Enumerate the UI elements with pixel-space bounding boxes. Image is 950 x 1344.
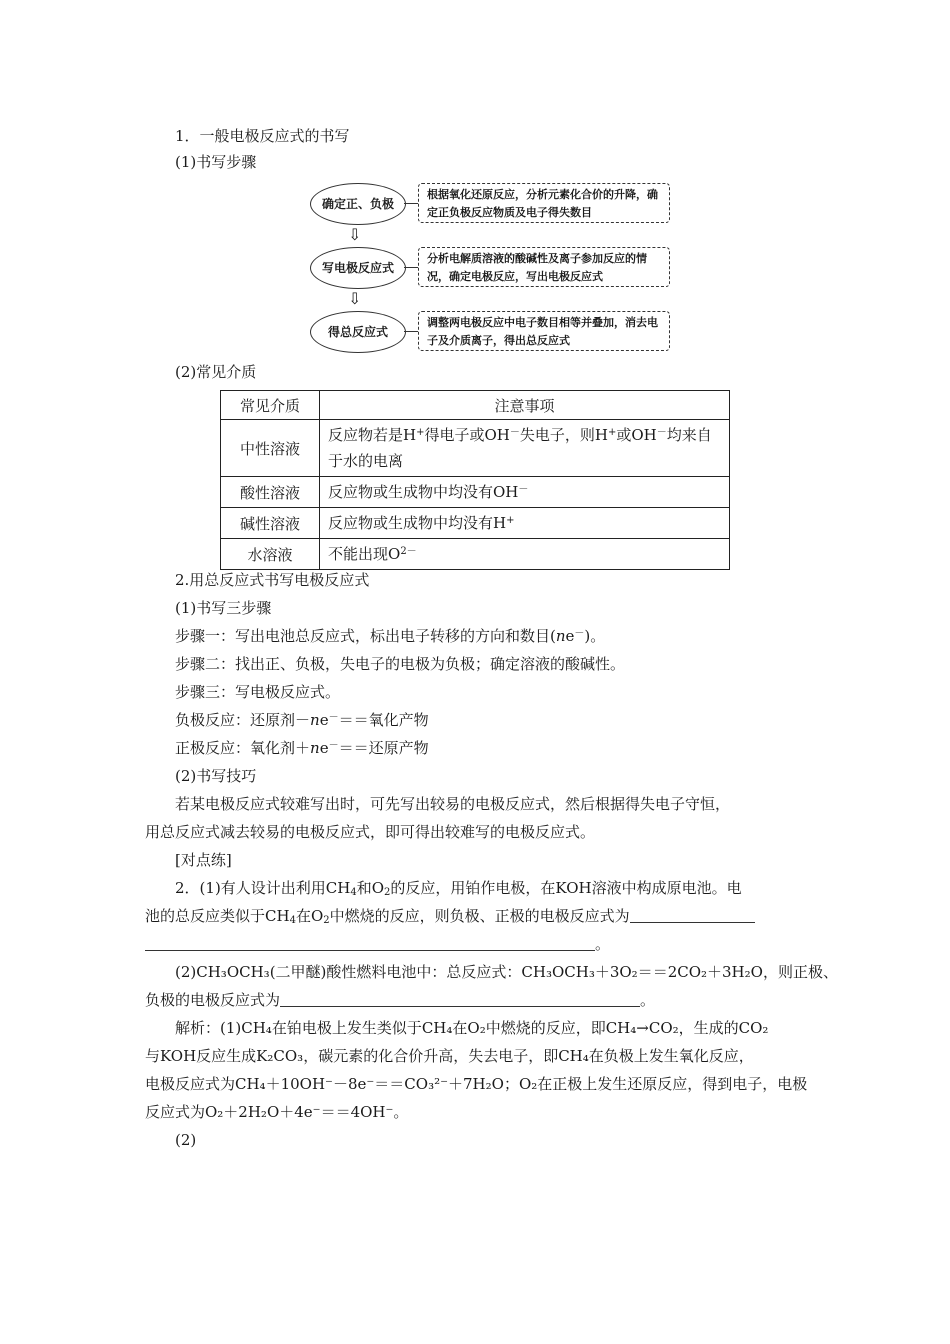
analysis-line-4: 反应式为O₂＋2H₂O＋4e⁻＝＝4OH⁻。 [145,1103,409,1121]
analysis-line-1: 解析：(1)CH₄在铂电极上发生类似于CH₄在O₂中燃烧的反应，即CH₄→CO₂，生成的CO₂ [175,1019,769,1037]
table-row [221,477,730,508]
section1-title: 1．一般电极反应式的书写 [175,127,350,145]
flow-step-3-desc: 调整两电极反应中电子数目相等并叠加，消去电子及介质离子，得出总反应式 [418,311,670,351]
flow-diagram [300,175,680,360]
positive-reaction: 正极反应：氧化剂＋ne－＝＝还原产物 [175,739,429,757]
question-2-1-line-2: 池的总反应类似于$CH_4$在$O_2$中燃烧的反应，则负极、正极的电极反应式为 [145,906,755,926]
flow-step-2-label: 写电极反应式 [310,247,406,289]
section2-sub1: (1)书写三步骤 [175,599,272,617]
answer-blank[interactable] [145,936,595,951]
media-table [220,390,730,570]
flow-connector [404,331,418,332]
step-one: 步骤一：写出电池总反应式，标出电子转移的方向和数目(ne－)。 [175,627,606,645]
table-row [221,508,730,539]
table-cell-medium: 碱性溶液 [221,508,320,539]
table-cell-medium: 酸性溶液 [221,477,320,508]
table-cell-medium: 中性溶液 [221,420,320,477]
question-2-1-line-3: 。 [145,934,610,954]
question-2-1-line-1: 2．(1)有人设计出利用$CH_4$和$O_2$的反应，用铂作电极，在KOH溶液中构成原电池。电 [175,879,742,898]
analysis-line-5: (2) [175,1131,197,1149]
table-cell-note: 不能出现$O^{2-}$ [320,539,730,570]
down-arrow-icon: ⇩ [348,289,362,308]
table-cell-note: 反应物或生成物中均没有H+ [320,508,730,539]
section2-title: 2.用总反应式书写电极反应式 [175,571,370,589]
step-three: 步骤三：写电极反应式。 [175,683,341,701]
answer-blank[interactable] [280,992,640,1007]
negative-reaction: 负极反应：还原剂－ne－＝＝氧化产物 [175,711,429,729]
table-header-notes: 注意事项 [320,391,730,420]
analysis-line-2: 与KOH反应生成K₂CO₃，碳元素的化合价升高，失去电子，即CH₄在负极上发生氧化反应， [145,1047,754,1065]
section1-sub2: (2)常见介质 [175,363,257,381]
flow-step-2-desc: 分析电解质溶液的酸碱性及离子参加反应的情况，确定电极反应，写出电极反应式 [418,247,670,287]
table-row [221,420,730,477]
flow-step-1-desc: 根据氧化还原反应，分析元素化合价的升降，确定正负极反应物质及电子得失数目 [418,183,670,223]
step-two: 步骤二：找出正、负极，失电子的电极为负极；确定溶液的酸碱性。 [175,655,626,673]
flow-connector [404,267,418,268]
analysis-line-3: 电极反应式为CH₄＋10OH⁻－8e⁻＝＝CO₃²⁻＋7H₂O；O₂在正极上发生还原反应，得到电子，电极 [145,1075,808,1093]
answer-blank[interactable] [630,908,755,923]
table-cell-note: 反应物若是H+得电子或OH－失电子，则H+或OH－均来自于水的电离 [320,420,730,477]
flow-connector [404,203,418,204]
question-2-2-line-1: (2)CH₃OCH₃(二甲醚)酸性燃料电池中：总反应式：CH₃OCH₃＋3O₂＝＝2CO₂＋3H₂O，则正极、 [175,963,838,981]
tip-line-2: 用总反应式减去较易的电极反应式，即可得出较难写的电极反应式。 [145,823,596,841]
table-cell-medium: 水溶液 [221,539,320,570]
table-header-row [221,391,730,420]
question-2-2-line-2: 负极的电极反应式为 。 [145,991,656,1009]
section2-sub2: (2)书写技巧 [175,767,257,785]
table-cell-note: 反应物或生成物中均没有OH－ [320,477,730,508]
tip-line-1: 若某电极反应式较难写出时，可先写出较易的电极反应式，然后根据得失电子守恒， [175,795,731,813]
down-arrow-icon: ⇩ [348,225,362,244]
flow-step-1-label: 确定正、负极 [310,183,406,225]
section1-sub1: (1)书写步骤 [175,153,257,171]
table-header-medium: 常见介质 [221,391,320,420]
practice-heading: [对点练] [175,851,232,869]
flow-step-3-label: 得总反应式 [310,311,406,353]
table-row [221,539,730,570]
